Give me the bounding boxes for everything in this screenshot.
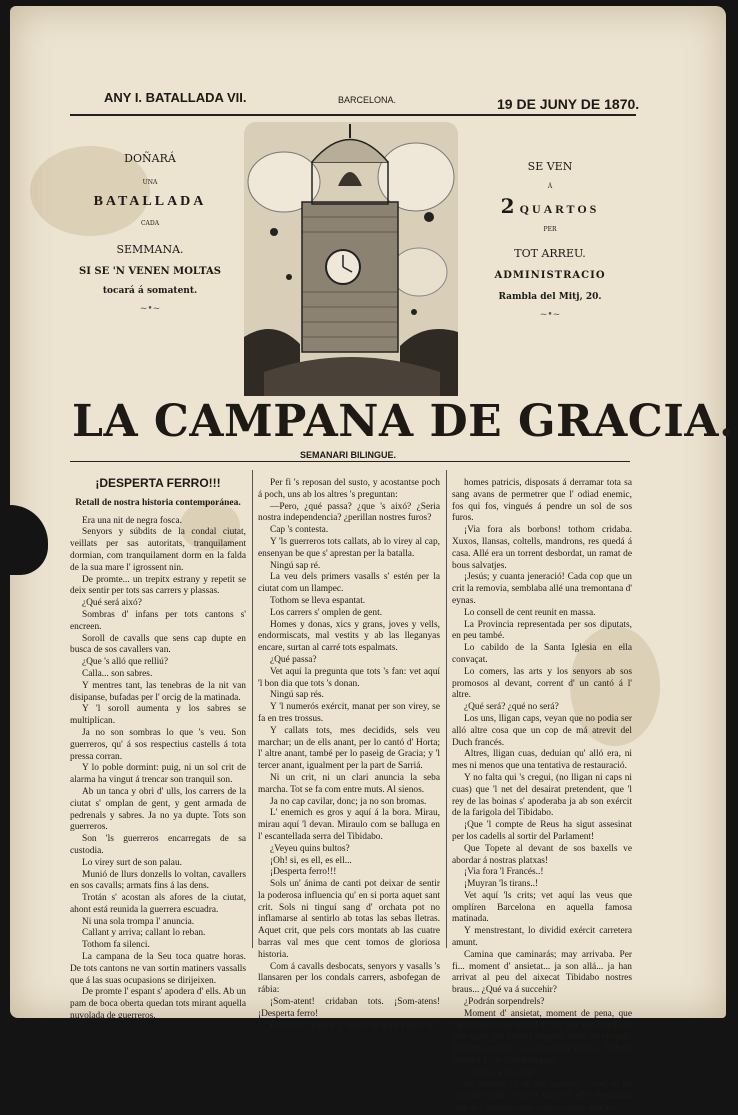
paragraph: Calla... son sabres. (82, 668, 153, 679)
column-2-body (258, 478, 440, 1032)
left-line-6: SI SE 'N VENEN MOLTAS (78, 266, 222, 277)
paragraph: Era una nit de negra fosca. (82, 515, 182, 526)
column-1-body (70, 516, 246, 1023)
paragraph: Tothom se lleva espantat. (270, 595, 366, 606)
paragraph: Cap 's contesta. (270, 525, 329, 536)
paragraph: Y no falta qui 's cregui, (no lligan ni caps ni cuas) que 'l net del desairat pretendent, que 'l rey de las boinas s' apoderaba ja ab son exércit de la farigola del Tibidabo. (452, 772, 632, 819)
right-price: 2 (500, 194, 515, 218)
paragraph: ¿Qué será? ¿qué no será? (464, 702, 559, 713)
right-line-7: Rambla del Mitj, 20. (498, 292, 602, 302)
issue-number: ANY I. BATALLADA VII. (104, 90, 247, 105)
paragraph: De promte... un trepitx estrany y repetit se deix sentir per tots sas carrers y plassas. (70, 574, 246, 597)
paragraph: Y menstrestant, lo dividid exércit carretera amunt. (452, 926, 632, 949)
paragraph: Callant y arriva; callant lo reban. (82, 928, 206, 939)
paragraph: Los uns, lligan caps, veyan que no podia ser alló altre cosa que un cop de má atrevit del Duch francés. (452, 713, 632, 748)
column-rule (252, 470, 253, 948)
paragraph: Moment d' ansietat, moment de pena, que cap ploma ni de sert ni d' oca, per ben trempada que sigui, pot intentá siquiera ferne un croquis. Tothom portaba 'l cor lo mateix tricrec, Tothom portaba 'l cos la mateixa por. (452, 1008, 632, 1067)
paragraph: De promte l' espant s' apodera d' ells. Ab un pam de boca oberta quedan tots mirant aquella nuvolada de guerreros. (70, 987, 246, 1022)
paragraph: Lo consell de cent reunit en massa. (464, 607, 596, 618)
city: BARCELONA. (338, 95, 397, 105)
paragraph: Y 'l soroll aumenta y los sabres se multiplican. (70, 704, 246, 727)
paragraph: ¿Que 's alló que relliú? (82, 657, 169, 668)
paragraph: Ab un tanca y obri d' ulls, los carrers de la ciutat s' omplan de gent, y gent armada de pedrenals y sabres. Ja no ya dupte. Tots son guerreros. (70, 786, 246, 833)
paragraph: Senyors y súbdits de la condal ciutat, veillats per sas autoritats, tranquilament dormian, com tranquilament dorm en la falda de la sua mare l' igrossent nin. (70, 527, 246, 573)
paragraph: Ja no son sombras lo que 's veu. Son guerreros, qu' á sos respectius castells á tota pressa corran. (70, 727, 246, 762)
paragraph: Y 'ls guerreros tots callats, ab lo virey al cap, ensenyan be que s' aprestan per la batalla. (258, 536, 440, 559)
paragraph: Ja no cap cavilar, donc; ja no son bromas. (270, 796, 427, 807)
right-line-6: ADMINISTRACIO (494, 270, 606, 281)
article-headline: ¡DESPERTA FERRO!!! (95, 476, 221, 490)
left-box: DOÑARÁ UNA BATALLADA CADA SEMMANA. SI SE 'N VENEN MOLTAS tocará á somatent. ~•~ (70, 152, 230, 314)
paragraph: Munió de llurs donzells lo voltan, cavallers en sos cavalls; armats fins á las dens. (70, 869, 246, 892)
paragraph: Soroll de cavalls que sens cap dupte en busca de sos cavallers van. (70, 633, 246, 656)
paragraph: Sombras d' infans per tots cantons s' encreen. (70, 609, 246, 632)
right-line-4: PER (543, 226, 557, 233)
paragraph: La casa Capitular s' omplí de gom á gom de (270, 1020, 435, 1031)
paragraph: Son 'ls guerreros encarregats de sa custodia. (70, 834, 246, 856)
left-line-5: SEMMANA. (116, 243, 184, 256)
right-line-3: QUARTOS (519, 202, 600, 216)
paragraph: Altres, lligan cuas, deduian qu' alló era, ni mes ni menos que una tentativa de restauració. (452, 749, 632, 772)
paragraph: Vet aquí 'ls crits; vet aquí las veus que omplíren Barcelona en aquella famosa matinada. (452, 890, 632, 925)
paragraph: Y 'l numerós exércit, manat per son virey, se fa en tres trossus. (258, 702, 440, 724)
left-line-1: DOÑARÁ (124, 152, 176, 165)
paragraph: Y lo poble dormint: puig, ni un sol crit de alarma ha vingut á trencar son tranquil son. (70, 763, 246, 786)
paragraph: La veu dels primers vasalls s' estén per la ciutat com un llampec. (258, 572, 440, 595)
paragraph: Que Topete al devant de sos baxells ve abordar á nostras platxas! (452, 843, 632, 866)
paragraph: ¿Qué passa? (270, 654, 317, 665)
paragraph: ¿Qué será aixó? (82, 598, 142, 609)
paragraph: Trotán s' acostan als afores de la ciutat, ahont está reunida la guerrera escuadra. (70, 893, 246, 915)
newspaper-subtitle: SEMANARI BILINGUE. (300, 450, 397, 460)
article-column-1 (70, 478, 246, 1023)
paragraph: ¿Qué va á succehir? (464, 1067, 540, 1078)
paragraph: La Provincia representada per sos diputats, en peu també. (452, 619, 632, 642)
paragraph: ¡Que 'l compte de Reus ha sigut assesinat per los cadells al sortir del Parlament! (452, 820, 632, 842)
paragraph: L' enemich es gros y aquí á la bora. Mirau, mirau aquí 'l devan. Miraulo com se balluga en l' escantellada serra del Tibidabo. (258, 808, 440, 842)
right-line-5: TOT ARREU. (514, 247, 586, 260)
paragraph: Homes y donas, xics y grans, joves y vells, endormiscats, mal vestits y ab las lleganyas encare, surtan al carré tots espalmats. (258, 619, 440, 654)
paragraph: Per fi 's reposan del susto, y acostantse poch á poch, uns ab los altres 's preguntan: (258, 478, 440, 500)
paragraph: Lo cabildo de la Santa Iglesia en ella convaçat. (452, 643, 632, 665)
paragraph: Y callats tots, mes decidids, sels veu marchar; un de ells anant, per lo cantó d' Horta; l' altre anant, també per lo paseig de Gracia; y 'l tercer anant, igualment per la part de Sarriá. (258, 725, 440, 772)
column-rule (446, 470, 447, 948)
paragraph: Com á cavalls desbocats, senyors y vasalls 's llansaren per los condals carrers, asbofegan de rábia: (258, 961, 440, 996)
bell-tower-illustration (244, 122, 458, 396)
paragraph: Ningú sap ré. (270, 560, 321, 571)
masthead-rule (70, 114, 636, 116)
article-subhead: Retall de nostra historia contemporánea. (75, 497, 241, 508)
paragraph: ¡Oh! si, es ell, es ell... (270, 855, 352, 866)
paragraph: Camina que caminarás; may arrivaba. Per fi... moment d' ansietat... ja son allá... ja han arrivat al peu del aixecat Tibidabo nostres braus... ¿Qué va á succehir? (452, 949, 632, 996)
paragraph: ¡Jesús; y cuanta jeneració! Cada cop que un crit la removia, semblaba allé una tremontana d' eynas. (452, 572, 632, 606)
right-line-2: Á (547, 183, 553, 190)
paragraph: Ni un crit, ni un clari anuncia la seba marcha. Tot se fa com entre muts. Al sienos. (258, 772, 440, 795)
article-column-3 (452, 478, 632, 1115)
title-rule (70, 461, 630, 462)
paragraph: ¡Via fora als borbons! tothom cridaba. Xuxos, llansas, coltells, mandrons, res quedá á casa. Allé era un torrent desbordat, un ramat de bous salvatjes. (452, 525, 632, 571)
paragraph: homes patricis, disposats á derramar tota sa sang avans de permetrer que l' odiad enemic, fos qui fos, vingués á pendre un sol de sos furos. (452, 478, 632, 524)
right-line-1: SE VEN (527, 160, 573, 173)
paragraph: La campana de la Seu toca quatre horas. De tots cantons ne van sortin matiners vassalls que á las suas ocupasions se dirijeixen. (70, 952, 246, 986)
right-box: SE VEN Á 2 QUARTOS PER TOT ARREU. ADMINISTRACIO Rambla del Mitj, 20. ~•~ (470, 160, 630, 320)
article-column-2 (258, 478, 440, 1032)
paragraph: Ni una sola trompa l' anuncia. (82, 916, 195, 927)
left-line-3: BATALLADA (93, 194, 207, 209)
left-line-7: tocará á somatent. (102, 286, 198, 296)
newspaper-title: LA CAMPANA DE GRACIA. (72, 396, 735, 447)
left-line-4: CADA (140, 220, 160, 227)
paragraph: Lo comers, las arts y los senyors ab sos promosos al devant, corrent d' un cantó á l' altre. (452, 666, 632, 701)
paragraph: ¡Via fora 'l Francés..! (464, 867, 544, 878)
paragraph: ¡Desperta ferro!!! (270, 867, 337, 878)
paragraph: Ningú sap rés. (270, 690, 324, 701)
paragraph: Los carrers s' omplen de gent. (270, 607, 383, 618)
paragraph: De promte, ni un sol guerrero 's veu, ni un sol sabre relliú. ¿Qué s' ha fet d' ells? Semblaba com si s' hagués obert sota sos peus una in- (452, 1079, 632, 1114)
paragraph: Y mentres tant, las tenebras de la nit van disipanse, bufadas per l' orcig de la matinada. (70, 680, 246, 703)
column-3-body (452, 478, 632, 1115)
paragraph: Vet aquí la pregunta que tots 's fan: vet aquí 'l bon dia que tots 's donan. (258, 666, 440, 689)
paragraph: ¿Veyeu quins bultos? (270, 843, 350, 854)
paragraph: ¿Podrán sorpendrels? (464, 997, 545, 1008)
paragraph: Tothom fa silenci. (82, 940, 150, 951)
paragraph: Sols un' ánima de canti pot deixar de sentir la poderosa influencia qu' en si porta aquet sant crit. Sols ni tinguí sang d' orchata pot no inflamarse al sentirlo ab totas las sebas lletras. Aquet crit, que pels cors montats ab las cuatre barras val mes que cent tomos de gloriosa historia. (258, 879, 440, 960)
paragraph: ¡Muyran 'ls tirans..! (464, 879, 539, 890)
paragraph: Lo virey surt de son palau. (82, 857, 182, 868)
paragraph: —Pero, ¿qué passa? ¿que 's aixó? ¿Seria nostra independencia? ¿perillan nostres furos? (258, 501, 440, 524)
paragraph: ¡Som-atent! cridaban tots. ¡Som-atens! ¡Desperta ferro! (258, 997, 440, 1019)
issue-date: 19 DE JUNY DE 1870. (497, 96, 640, 112)
left-line-2: UNA (142, 179, 158, 186)
